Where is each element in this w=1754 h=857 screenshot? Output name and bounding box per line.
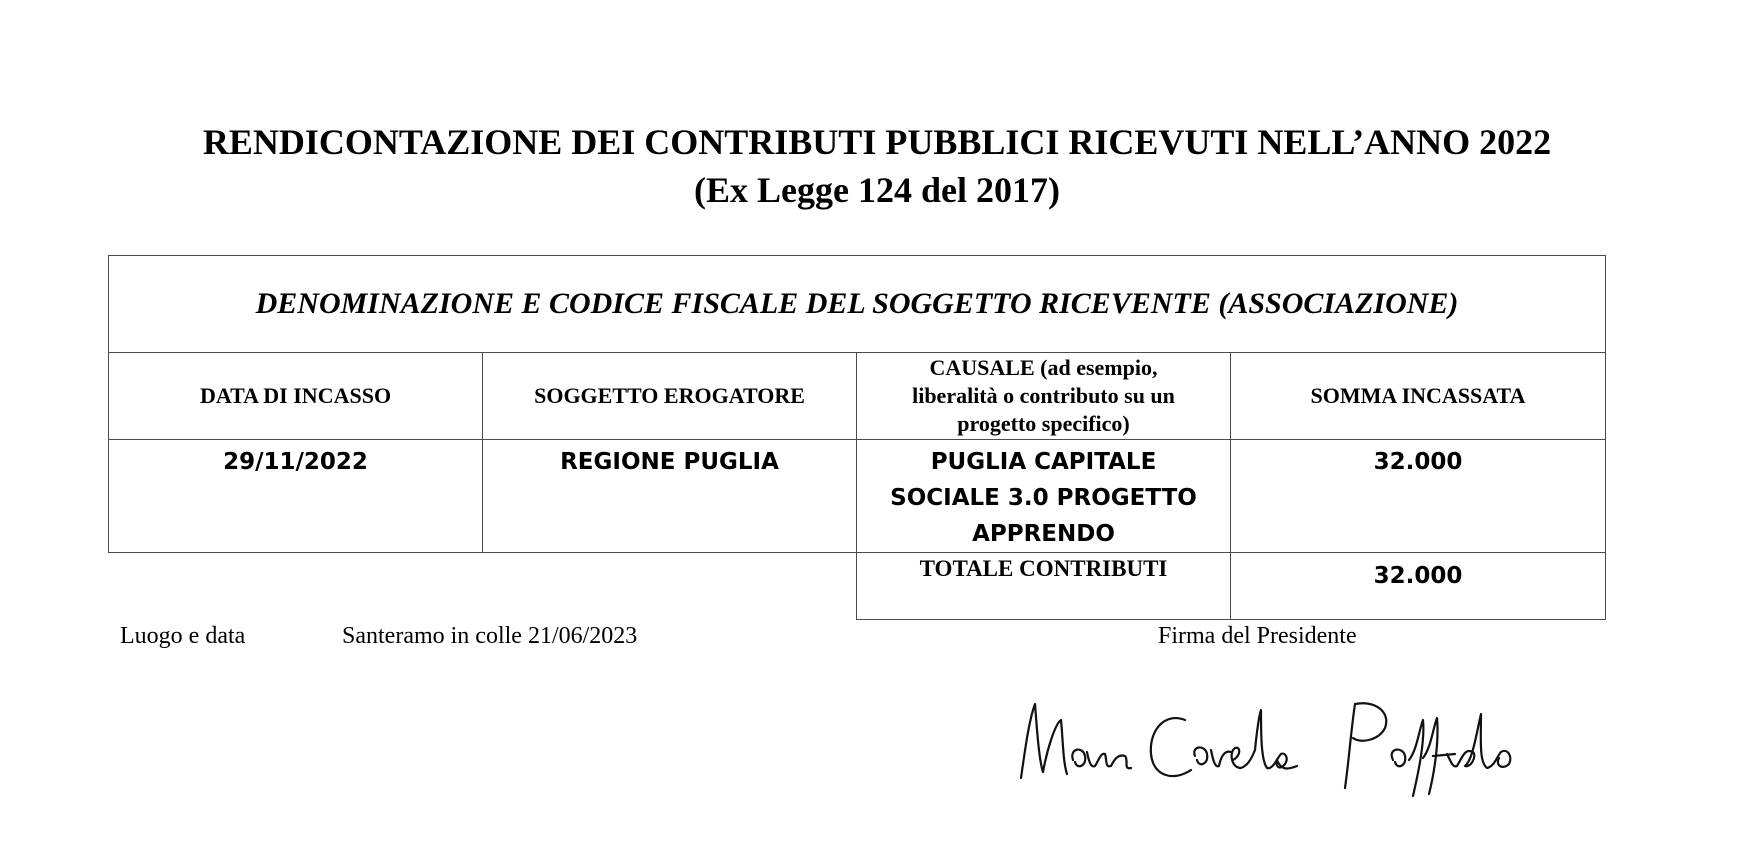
place-date-value: Santeramo in colle 21/06/2023 — [342, 623, 638, 649]
column-header-soggetto-erogatore: SOGGETTO EROGATORE — [483, 353, 857, 440]
handwritten-signature — [1015, 690, 1555, 810]
column-header-somma-incassata: SOMMA INCASSATA — [1231, 353, 1606, 440]
blank-cell — [483, 553, 857, 620]
cell-causale: PUGLIA CAPITALE SOCIALE 3.0 PROGETTO APPRENDO — [857, 440, 1231, 553]
blank-cell — [109, 553, 483, 620]
section-header-row — [109, 256, 1606, 353]
signature-label: Firma del Presidente — [1158, 623, 1357, 649]
total-label: TOTALE CONTRIBUTI — [857, 553, 1231, 620]
document-subtitle: (Ex Legge 124 del 2017) — [694, 170, 1060, 210]
column-header-row — [109, 353, 1606, 440]
cell-soggetto-erogatore: REGIONE PUGLIA — [483, 440, 857, 553]
cell-data-incasso: 29/11/2022 — [109, 440, 483, 553]
place-date-label: Luogo e data — [120, 623, 246, 649]
column-header-causale: CAUSALE (ad esempio, liberalità o contributo su un progetto specifico) — [857, 353, 1231, 440]
document-title: RENDICONTAZIONE DEI CONTRIBUTI PUBBLICI RICEVUTI NELL’ANNO 2022 — [202, 122, 1552, 162]
contributions-table — [108, 255, 1606, 620]
column-header-data-incasso: DATA DI INCASSO — [109, 353, 483, 440]
section-header: DENOMINAZIONE E CODICE FISCALE DEL SOGGETTO RICEVENTE (ASSOCIAZIONE) — [109, 256, 1606, 353]
table-row — [109, 440, 1606, 553]
cell-somma-incassata: 32.000 — [1231, 440, 1606, 553]
total-row — [109, 553, 1606, 620]
total-value: 32.000 — [1231, 553, 1606, 620]
